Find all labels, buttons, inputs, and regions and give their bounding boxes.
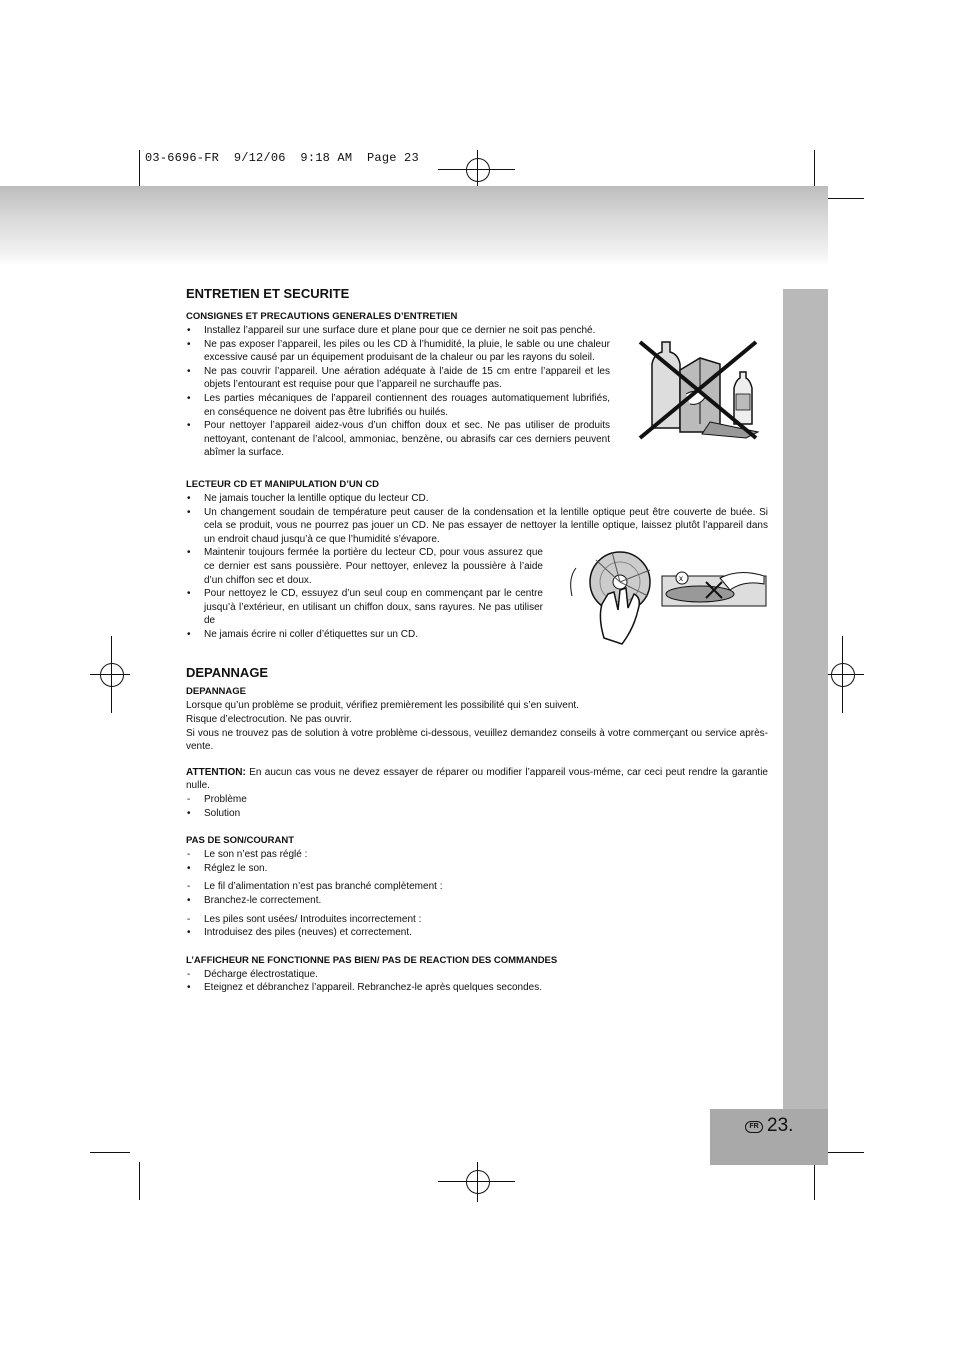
list-item: • Ne pas couvrir l’appareil. Une aération adéquate à l’aide de 15 cm entre l’appareil et les objets l’entourant est requise pour que l’appareil ne surchauffe pas. (186, 365, 610, 392)
solution-item: • Eteignez et débranchez l’appareil. Rebranchez-le après quelques secondes. (186, 981, 768, 995)
list-item: • Pour nettoyer l’appareil aidez-vous d’un chiffon doux et sec. Ne pas utiliser de produits nettoyant, contenant de l’alcool, ammoniac, benzène, ou abrasifs car ces derniers peuvent abîmer la surface. (186, 419, 610, 460)
crop-mark (814, 150, 815, 186)
list-item: • Ne pas exposer l’appareil, les piles ou les CD à l’humidité, la pluie, le sable ou une chaleur excessive causé par un équipement produisant de la chaleur ou par les rayons du soleil. (186, 338, 610, 365)
solution-item: • Branchez-le correctement. (186, 894, 768, 908)
subsection-title-son: PAS DE SON/COURANT (186, 835, 295, 847)
crop-mark (139, 1162, 140, 1200)
page-number: 23. (767, 1115, 794, 1136)
legend-problem: - Problème (186, 793, 768, 807)
problem-item: - Le fil d’alimentation n’est pas branché complètement : (186, 880, 768, 894)
problem-item: - Les piles sont usées/ Introduites incorrectement : (186, 913, 768, 927)
subsection-title-depannage: DEPANNAGE (186, 686, 246, 698)
problem-item: - Décharge électrostatique. (186, 968, 768, 982)
subsection-title-consignes: CONSIGNES ET PRECAUTIONS GENERALES D’ENTRETIEN (186, 311, 458, 322)
intro-line: Lorsque qu’un problème se produit, vérifiez premièrement les possibilité qui s’en suivent. (186, 700, 579, 712)
list-item: • Pour nettoyez le CD, essuyez d’un seul coup en commençant par le centre jusqu’à l’extérieur, en utilisant un chiffon doux, sans rayures. Ne pas utiliser de (186, 587, 543, 628)
print-slug: 03-6696-FR 9/12/06 9:18 AM Page 23 (145, 151, 419, 165)
lecteur-list (186, 492, 768, 642)
intro-line: Si vous ne trouvez pas de solution à votre problème ci-dessous, veuillez demandez conseils à votre commerçant ou service après-vente. (186, 727, 768, 753)
attention-note (186, 766, 768, 793)
legend-list (186, 793, 768, 820)
problem-item: - Le son n’est pas réglé : (186, 848, 768, 862)
list-item: • Ne jamais toucher la lentille optique du lecteur CD. (186, 492, 768, 506)
page-content (186, 286, 768, 995)
list-item: • Maintenir toujours fermée la portière du lecteur CD, pour vous assurez que ce dernier est sans poussière. Pour nettoyer, enlevez la poussière à l’aide d’un chiffon sec et doux. (186, 546, 543, 587)
solution-item: • Introduisez des piles (neuves) et correctement. (186, 926, 768, 940)
subsection-title-afficheur: L’AFFICHEUR NE FONCTIONNE PAS BIEN/ PAS DE REACTION DES COMMANDES (186, 954, 558, 966)
afficheur-list (186, 968, 768, 995)
crop-mark (814, 1162, 815, 1200)
consignes-list (186, 324, 768, 460)
subsection-title-lecteur: LECTEUR CD ET MANIPULATION D’UN CD (186, 478, 379, 490)
intro-line: Risque d’electrocution. Ne pas ouvrir. (186, 714, 352, 726)
language-badge: FR (745, 1121, 763, 1133)
crop-mark (824, 1152, 864, 1153)
crop-mark (824, 198, 864, 199)
section-title-entretien: ENTRETIEN ET SECURITE (186, 286, 350, 301)
attention-text: En aucun cas vous ne devez essayer de réparer ou modifier l’appareil vous-méme, car ceci peut rendre la garantie nulle. (186, 766, 768, 792)
list-item: • Les parties mécaniques de l’appareil contiennent des rouages automatiquement lubrifiés, en conséquence ne doivent pas être lubrifiés ou huilés. (186, 392, 610, 419)
son-list (186, 848, 768, 940)
attention-label: ATTENTION: (186, 766, 246, 778)
list-item: • Un changement soudain de température peut causer de la condensation et la lentille optique peut être couverte de buée. Si cela se produit, vous ne pourrez pas jouer un CD. Ne pas essayer de nettoyer la lentille optique, laissez plutôt l’appareil dans un endroit chaud jusqu’à ce que l’humidité s’évapore. (186, 506, 768, 547)
legend-solution: • Solution (186, 807, 768, 821)
list-item: • Ne jamais écrire ni coller d’étiquettes sur un CD. (186, 628, 768, 642)
list-item: • Installez l’appareil sur une surface dure et plane pour que ce dernier ne soit pas penché. (186, 324, 768, 338)
svg-text:x: x (679, 574, 683, 583)
header-gradient-band (0, 186, 828, 266)
crop-mark (90, 1152, 130, 1153)
side-tab-bar (783, 289, 828, 1109)
solution-item: • Réglez le son. (186, 862, 768, 876)
section-title-depannage: DEPANNAGE (186, 665, 269, 681)
crop-mark (139, 150, 140, 186)
